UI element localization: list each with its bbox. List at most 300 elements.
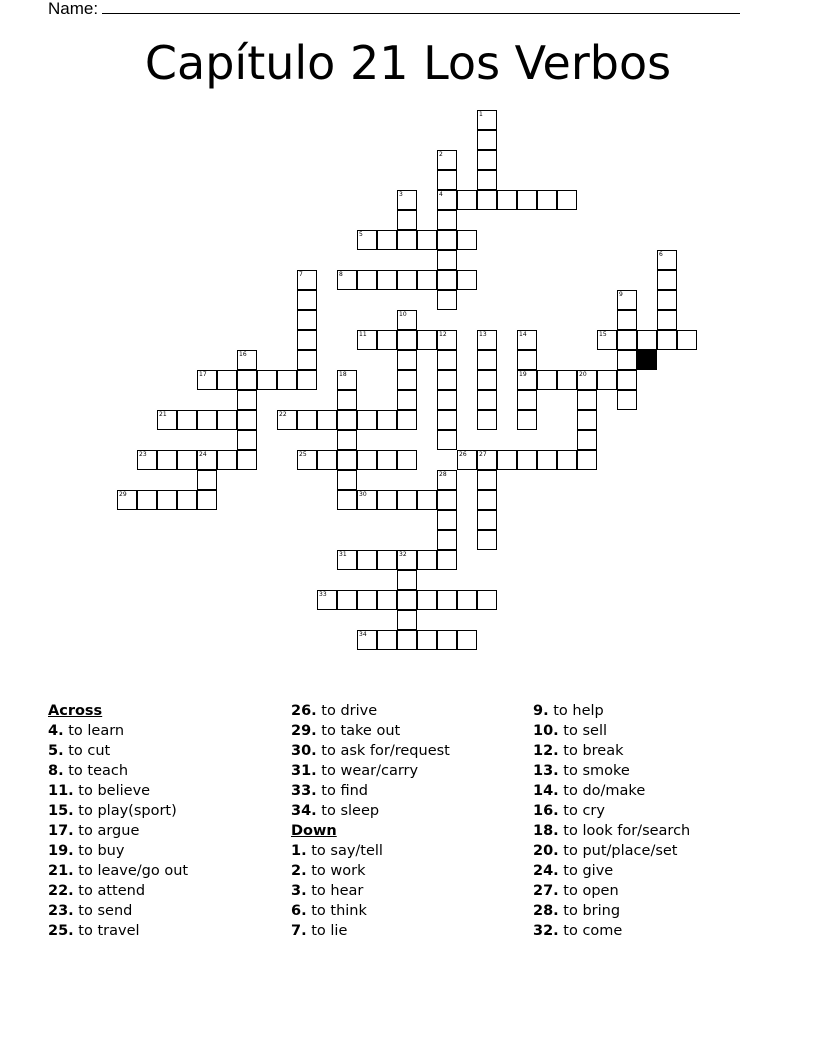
grid-cell[interactable]: [477, 330, 497, 350]
grid-cell[interactable]: [257, 370, 277, 390]
clue: [291, 921, 450, 941]
grid-cell[interactable]: [597, 330, 617, 350]
grid-cell[interactable]: [577, 430, 597, 450]
clue: [48, 801, 188, 821]
name-label: Name:: [48, 0, 99, 18]
clue-number: 10: [399, 311, 407, 318]
grid-cell[interactable]: [377, 450, 397, 470]
clue: [48, 821, 188, 841]
clue-number: 26: [459, 451, 467, 458]
clue-number: 22: [279, 411, 287, 418]
clue: [533, 821, 690, 841]
grid-cell[interactable]: [397, 310, 417, 330]
clue-text: to ask for/request: [316, 743, 450, 759]
clues-column-2: [291, 701, 450, 941]
clue-number-label: 16.: [533, 803, 559, 819]
clue-number: 17: [199, 371, 207, 378]
clue: [48, 901, 188, 921]
grid-cell[interactable]: [417, 590, 437, 610]
grid-cell[interactable]: [297, 270, 317, 290]
grid-cell[interactable]: [437, 210, 457, 230]
grid-cell[interactable]: [177, 410, 197, 430]
grid-cell[interactable]: [417, 270, 437, 290]
grid-cell[interactable]: [617, 310, 637, 330]
clue-number-label: 25.: [48, 923, 74, 939]
clue: [533, 841, 690, 861]
grid-cell[interactable]: [497, 190, 517, 210]
grid-cell[interactable]: [397, 410, 417, 430]
clue-number: 12: [439, 331, 447, 338]
clue: [533, 701, 690, 721]
grid-cell[interactable]: [177, 450, 197, 470]
clue-text: to look for/search: [558, 823, 691, 839]
grid-cell[interactable]: [337, 490, 357, 510]
grid-cell[interactable]: [517, 330, 537, 350]
clue-number: 11: [359, 331, 367, 338]
grid-cell[interactable]: [337, 430, 357, 450]
grid-cell[interactable]: [357, 230, 377, 250]
clue-text: to work: [306, 863, 366, 879]
clue-number-label: 7.: [291, 923, 307, 939]
grid-cell[interactable]: [577, 370, 597, 390]
grid-cell[interactable]: [617, 350, 637, 370]
clue-number-label: 9.: [533, 703, 549, 719]
grid-cell[interactable]: [377, 630, 397, 650]
grid-cell[interactable]: [237, 350, 257, 370]
grid-cell[interactable]: [457, 630, 477, 650]
clue-text: to break: [558, 743, 624, 759]
grid-cell[interactable]: [137, 450, 157, 470]
clue-text: to attend: [73, 883, 146, 899]
grid-cell[interactable]: [577, 450, 597, 470]
name-field[interactable]: [48, 0, 740, 19]
clue-number: 28: [439, 471, 447, 478]
clue-number: 31: [339, 551, 347, 558]
grid-cell[interactable]: [377, 550, 397, 570]
across-heading: Across: [48, 703, 103, 719]
grid-cell[interactable]: [357, 410, 377, 430]
grid-cell[interactable]: [137, 490, 157, 510]
clue-number: 14: [519, 331, 527, 338]
grid-cell[interactable]: [477, 190, 497, 210]
grid-cell[interactable]: [297, 450, 317, 470]
grid-cell[interactable]: [437, 550, 457, 570]
name-underline[interactable]: [102, 0, 740, 14]
grid-cell[interactable]: [297, 350, 317, 370]
grid-cell[interactable]: [317, 410, 337, 430]
grid-cell[interactable]: [437, 370, 457, 390]
grid-cell[interactable]: [637, 330, 657, 350]
clue-text: to say/tell: [306, 843, 383, 859]
grid-cell[interactable]: [517, 390, 537, 410]
clue-text: to sleep: [316, 803, 380, 819]
clue-text: to sell: [558, 723, 607, 739]
clue-number-label: 23.: [48, 903, 74, 919]
grid-cell[interactable]: [437, 530, 457, 550]
grid-cell[interactable]: [477, 510, 497, 530]
clue-number-label: 10.: [533, 723, 559, 739]
clue-text: to help: [548, 703, 604, 719]
grid-cell[interactable]: [297, 290, 317, 310]
clue: [291, 841, 450, 861]
grid-cell[interactable]: [337, 590, 357, 610]
grid-cell[interactable]: [677, 330, 697, 350]
grid-cell[interactable]: [437, 170, 457, 190]
grid-cell[interactable]: [357, 550, 377, 570]
grid-cell[interactable]: [617, 390, 637, 410]
grid-cell[interactable]: [197, 370, 217, 390]
clue: [533, 861, 690, 881]
clue-number-label: 21.: [48, 863, 74, 879]
grid-cell[interactable]: [477, 450, 497, 470]
clue-number: 23: [139, 451, 147, 458]
clue-number: 30: [359, 491, 367, 498]
clue-number-label: 34.: [291, 803, 317, 819]
grid-cell[interactable]: [237, 410, 257, 430]
clues-column-1: [48, 701, 188, 941]
clue: [533, 881, 690, 901]
grid-cell[interactable]: [397, 230, 417, 250]
grid-cell[interactable]: [477, 410, 497, 430]
grid-cell[interactable]: [457, 230, 477, 250]
grid-cell[interactable]: [397, 370, 417, 390]
grid-cell[interactable]: [437, 510, 457, 530]
clues-column-3: [533, 701, 690, 941]
grid-cell[interactable]: [537, 450, 557, 470]
grid-cell[interactable]: [517, 410, 537, 430]
grid-cell[interactable]: [377, 230, 397, 250]
clue: [533, 801, 690, 821]
grid-cell[interactable]: [477, 590, 497, 610]
grid-cell[interactable]: [617, 370, 637, 390]
grid-cell[interactable]: [397, 550, 417, 570]
clue-text: to bring: [558, 903, 621, 919]
clue-number-label: 19.: [48, 843, 74, 859]
grid-cell[interactable]: [417, 630, 437, 650]
clue: [533, 781, 690, 801]
grid-cell[interactable]: [517, 190, 537, 210]
clue-number-label: 26.: [291, 703, 317, 719]
grid-cell[interactable]: [437, 410, 457, 430]
grid-cell[interactable]: [337, 470, 357, 490]
clue-number: 6: [659, 251, 663, 258]
clue-number: 32: [399, 551, 407, 558]
grid-cell[interactable]: [337, 450, 357, 470]
grid-cell[interactable]: [237, 370, 257, 390]
grid-cell[interactable]: [377, 490, 397, 510]
grid-cell[interactable]: [657, 270, 677, 290]
grid-cell[interactable]: [357, 590, 377, 610]
clue: [48, 861, 188, 881]
grid-cell[interactable]: [437, 590, 457, 610]
clue-number-label: 8.: [48, 763, 64, 779]
grid-cell[interactable]: [117, 490, 137, 510]
clue-number-label: 12.: [533, 743, 559, 759]
grid-cell[interactable]: [157, 490, 177, 510]
grid-cell[interactable]: [477, 170, 497, 190]
grid-cell[interactable]: [337, 410, 357, 430]
grid-cell[interactable]: [337, 370, 357, 390]
clue-text: to send: [73, 903, 133, 919]
clue: [48, 741, 188, 761]
clue-number: 21: [159, 411, 167, 418]
grid-cell[interactable]: [357, 490, 377, 510]
clue-text: to find: [316, 783, 368, 799]
clue-number-label: 11.: [48, 783, 74, 799]
grid-cell[interactable]: [657, 290, 677, 310]
clue-text: to think: [306, 903, 367, 919]
grid-cell[interactable]: [457, 450, 477, 470]
grid-cell[interactable]: [597, 370, 617, 390]
clue: [291, 761, 450, 781]
clue: [533, 761, 690, 781]
clue-text: to cry: [558, 803, 605, 819]
grid-cell[interactable]: [197, 410, 217, 430]
grid-cell[interactable]: [657, 330, 677, 350]
grid-cell[interactable]: [397, 190, 417, 210]
clue-text: to learn: [63, 723, 125, 739]
clue-number-label: 17.: [48, 823, 74, 839]
clue-text: to believe: [73, 783, 151, 799]
clue-text: to buy: [73, 843, 125, 859]
clue-number: 24: [199, 451, 207, 458]
grid-cell[interactable]: [397, 330, 417, 350]
grid-cell[interactable]: [357, 450, 377, 470]
clue-number-label: 3.: [291, 883, 307, 899]
clue-number-label: 27.: [533, 883, 559, 899]
clue: [48, 921, 188, 941]
grid-cell[interactable]: [397, 570, 417, 590]
grid-cell[interactable]: [197, 450, 217, 470]
grid-cell[interactable]: [577, 410, 597, 430]
grid-cell[interactable]: [517, 350, 537, 370]
grid-cell[interactable]: [337, 270, 357, 290]
grid-cell[interactable]: [197, 490, 217, 510]
grid-cell[interactable]: [397, 350, 417, 370]
grid-cell[interactable]: [437, 270, 457, 290]
clue-number-label: 14.: [533, 783, 559, 799]
grid-cell[interactable]: [497, 450, 517, 470]
grid-cell[interactable]: [217, 450, 237, 470]
clue-number-label: 31.: [291, 763, 317, 779]
grid-cell[interactable]: [437, 230, 457, 250]
grid-cell[interactable]: [457, 190, 477, 210]
clue-number: 16: [239, 351, 247, 358]
grid-cell[interactable]: [437, 350, 457, 370]
clue-number-label: 1.: [291, 843, 307, 859]
grid-cell[interactable]: [397, 390, 417, 410]
clue: [291, 801, 450, 821]
clue-text: to travel: [73, 923, 140, 939]
grid-cell[interactable]: [617, 330, 637, 350]
grid-cell[interactable]: [277, 410, 297, 430]
clue: [48, 841, 188, 861]
grid-cell[interactable]: [457, 590, 477, 610]
clue-text: to put/place/set: [558, 843, 678, 859]
clue: [291, 781, 450, 801]
grid-cell[interactable]: [177, 490, 197, 510]
clue-text: to cut: [63, 743, 111, 759]
clue: [533, 921, 690, 941]
grid-cell[interactable]: [377, 410, 397, 430]
grid-cell[interactable]: [297, 410, 317, 430]
clue: [48, 881, 188, 901]
grid-cell[interactable]: [297, 370, 317, 390]
grid-cell[interactable]: [517, 370, 537, 390]
grid-cell[interactable]: [437, 290, 457, 310]
shaded-square: [637, 350, 657, 370]
clue: [533, 741, 690, 761]
grid-cell[interactable]: [557, 190, 577, 210]
clue-text: to drive: [316, 703, 378, 719]
grid-cell[interactable]: [277, 370, 297, 390]
clue-text: to smoke: [558, 763, 630, 779]
grid-cell[interactable]: [437, 430, 457, 450]
clue-number-label: 32.: [533, 923, 559, 939]
grid-cell[interactable]: [237, 390, 257, 410]
clue-number: 7: [299, 271, 303, 278]
clue-text: to argue: [73, 823, 140, 839]
grid-cell[interactable]: [297, 330, 317, 350]
grid-cell[interactable]: [397, 270, 417, 290]
grid-cell[interactable]: [337, 550, 357, 570]
grid-cell[interactable]: [477, 390, 497, 410]
clue-number: 4: [439, 191, 443, 198]
clue-number-label: 24.: [533, 863, 559, 879]
clue-number-label: 18.: [533, 823, 559, 839]
clue-number: 5: [359, 231, 363, 238]
clue-number-label: 30.: [291, 743, 317, 759]
clue: [291, 901, 450, 921]
grid-cell[interactable]: [217, 410, 237, 430]
clue-text: to wear/carry: [316, 763, 419, 779]
clue-text: to do/make: [558, 783, 646, 799]
grid-cell[interactable]: [437, 390, 457, 410]
grid-cell[interactable]: [237, 430, 257, 450]
grid-cell[interactable]: [477, 150, 497, 170]
grid-cell[interactable]: [317, 450, 337, 470]
grid-cell[interactable]: [577, 390, 597, 410]
grid-cell[interactable]: [477, 370, 497, 390]
grid-cell[interactable]: [437, 470, 457, 490]
grid-cell[interactable]: [477, 110, 497, 130]
grid-cell[interactable]: [397, 590, 417, 610]
clue-number-label: 15.: [48, 803, 74, 819]
clue-number: 13: [479, 331, 487, 338]
grid-cell[interactable]: [377, 270, 397, 290]
grid-cell[interactable]: [397, 450, 417, 470]
grid-cell[interactable]: [157, 410, 177, 430]
clue-number: 18: [339, 371, 347, 378]
clue-text: to play(sport): [73, 803, 177, 819]
grid-cell[interactable]: [477, 490, 497, 510]
grid-cell[interactable]: [437, 490, 457, 510]
clue-text: to hear: [306, 883, 364, 899]
grid-cell[interactable]: [477, 530, 497, 550]
grid-cell[interactable]: [477, 130, 497, 150]
grid-cell[interactable]: [417, 490, 437, 510]
clue-number: 1: [479, 111, 483, 118]
clue: [48, 761, 188, 781]
clue-number: 3: [399, 191, 403, 198]
grid-cell[interactable]: [357, 270, 377, 290]
grid-cell[interactable]: [557, 450, 577, 470]
clue-number-label: 6.: [291, 903, 307, 919]
grid-cell[interactable]: [377, 330, 397, 350]
grid-cell[interactable]: [237, 450, 257, 470]
grid-cell[interactable]: [397, 490, 417, 510]
grid-cell[interactable]: [657, 250, 677, 270]
grid-cell[interactable]: [437, 190, 457, 210]
grid-cell[interactable]: [437, 150, 457, 170]
clue: [291, 721, 450, 741]
clue-number: 29: [119, 491, 127, 498]
grid-cell[interactable]: [217, 370, 237, 390]
grid-cell[interactable]: [517, 450, 537, 470]
clue-number-label: 4.: [48, 723, 64, 739]
clue-number: 27: [479, 451, 487, 458]
grid-cell[interactable]: [397, 630, 417, 650]
grid-cell[interactable]: [417, 550, 437, 570]
clue-number: 34: [359, 631, 367, 638]
grid-cell[interactable]: [417, 330, 437, 350]
clue-number-label: 13.: [533, 763, 559, 779]
clue: [291, 701, 450, 721]
clue-text: to lie: [306, 923, 348, 939]
clue-text: to give: [558, 863, 614, 879]
clue-number-label: 28.: [533, 903, 559, 919]
clue-text: to teach: [63, 763, 129, 779]
grid-cell[interactable]: [197, 470, 217, 490]
grid-cell[interactable]: [397, 610, 417, 630]
grid-cell[interactable]: [437, 250, 457, 270]
clue-text: to open: [558, 883, 619, 899]
grid-cell[interactable]: [297, 310, 317, 330]
grid-cell[interactable]: [557, 370, 577, 390]
grid-cell[interactable]: [477, 350, 497, 370]
grid-cell[interactable]: [617, 290, 637, 310]
grid-cell[interactable]: [337, 390, 357, 410]
grid-cell[interactable]: [317, 590, 337, 610]
grid-cell[interactable]: [397, 210, 417, 230]
clue-number-label: 33.: [291, 783, 317, 799]
clue-number: 25: [299, 451, 307, 458]
clue-number: 8: [339, 271, 343, 278]
grid-cell[interactable]: [357, 630, 377, 650]
grid-cell[interactable]: [157, 450, 177, 470]
grid-cell[interactable]: [537, 370, 557, 390]
clue: [48, 781, 188, 801]
clue: [291, 861, 450, 881]
grid-cell[interactable]: [437, 330, 457, 350]
clue-number: 9: [619, 291, 623, 298]
grid-cell[interactable]: [537, 190, 557, 210]
clue-number-label: 2.: [291, 863, 307, 879]
grid-cell[interactable]: [357, 330, 377, 350]
down-heading: Down: [291, 823, 337, 839]
grid-cell[interactable]: [477, 470, 497, 490]
clue-text: to come: [558, 923, 623, 939]
grid-cell[interactable]: [437, 630, 457, 650]
clue: [291, 741, 450, 761]
grid-cell[interactable]: [417, 230, 437, 250]
clue-number: 19: [519, 371, 527, 378]
clue-text: to leave/go out: [73, 863, 189, 879]
grid-cell[interactable]: [657, 310, 677, 330]
grid-cell[interactable]: [457, 270, 477, 290]
clue-number: 33: [319, 591, 327, 598]
grid-cell[interactable]: [377, 590, 397, 610]
